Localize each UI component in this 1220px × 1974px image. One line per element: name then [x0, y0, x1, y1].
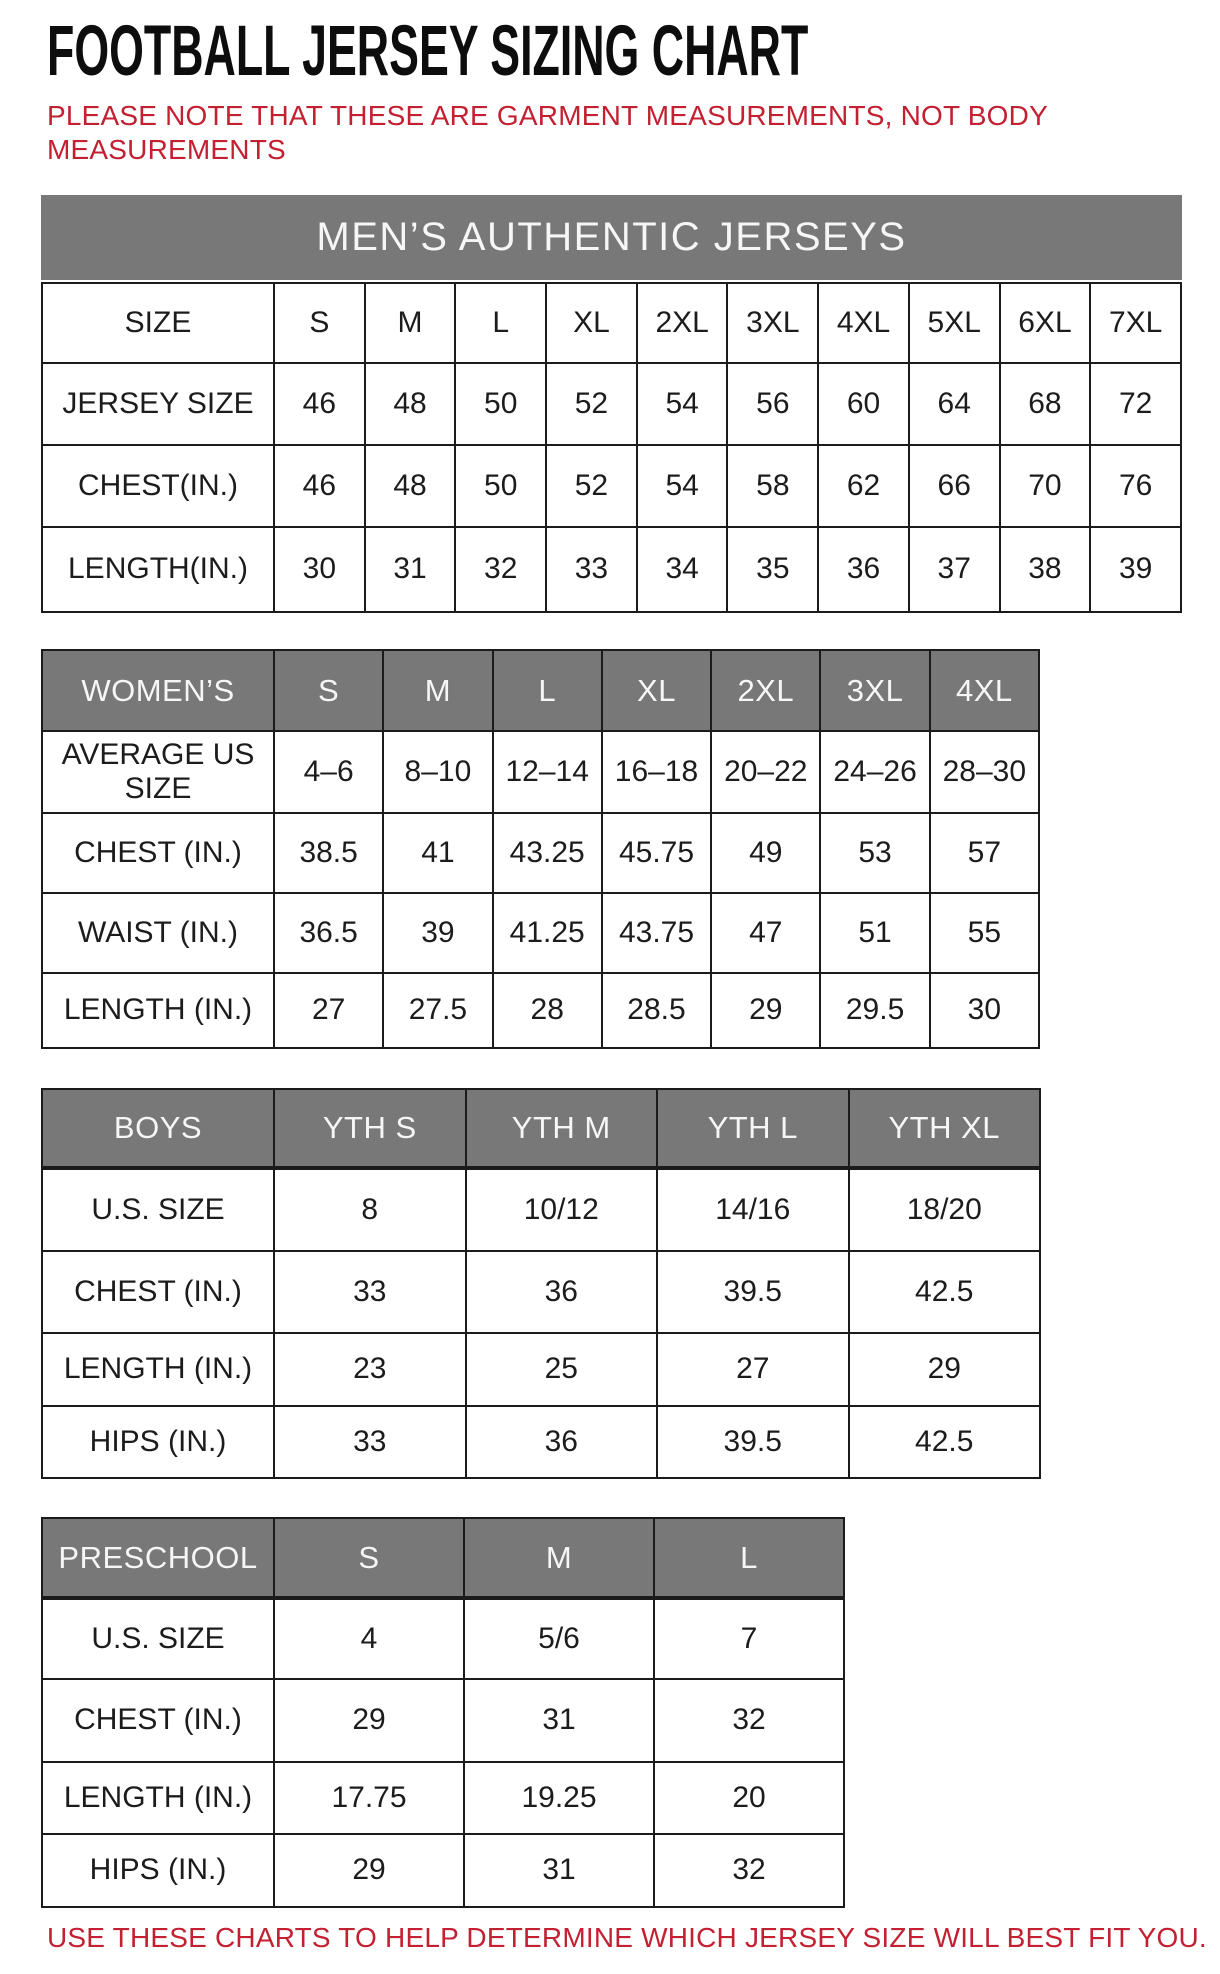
table-value-cell: 41.25 [494, 894, 603, 974]
table-value-cell: 60 [819, 364, 910, 446]
table-value-cell: 4 [275, 1600, 465, 1680]
table-row-label: LENGTH (IN.) [43, 974, 275, 1049]
table-value-cell: 28 [494, 974, 603, 1049]
table-value-cell: 53 [821, 814, 930, 894]
table-value-cell: 5/6 [465, 1600, 655, 1680]
table-value-cell: 28.5 [603, 974, 712, 1049]
table-row-label: HIPS (IN.) [43, 1407, 275, 1479]
boys-jerseys-table [41, 1088, 1041, 1479]
table-value-cell: 30 [275, 528, 366, 613]
table-value-cell: 34 [638, 528, 729, 613]
table-value-cell: 18/20 [850, 1170, 1042, 1252]
table-header-cell: L [494, 651, 603, 732]
table-value-cell: 43.25 [494, 814, 603, 894]
table-value-cell: 36.5 [275, 894, 384, 974]
table-value-cell: 49 [712, 814, 821, 894]
table-value-cell: 66 [910, 446, 1001, 528]
table-value-cell: 57 [931, 814, 1040, 894]
table-value-cell: 39 [384, 894, 493, 974]
table-value-cell: M [366, 284, 457, 364]
table-value-cell: 4–6 [275, 732, 384, 814]
table-value-cell: 76 [1091, 446, 1182, 528]
table-value-cell: 5XL [910, 284, 1001, 364]
table-value-cell: 52 [547, 446, 638, 528]
table-value-cell: 30 [931, 974, 1040, 1049]
table-value-cell: 17.75 [275, 1763, 465, 1835]
table-value-cell: 46 [275, 364, 366, 446]
table-header-cell: M [384, 651, 493, 732]
table-value-cell: 36 [467, 1407, 659, 1479]
table-row-label: JERSEY SIZE [43, 364, 275, 446]
table-value-cell: 45.75 [603, 814, 712, 894]
table-value-cell: 14/16 [658, 1170, 850, 1252]
table-value-cell: 48 [366, 364, 457, 446]
table-value-cell: 33 [275, 1252, 467, 1334]
footer-note: USE THESE CHARTS TO HELP DETERMINE WHICH JERSEY SIZE WILL BEST FIT YOU. [47, 1922, 1207, 1953]
table-value-cell: 6XL [1001, 284, 1092, 364]
table-value-cell: 32 [655, 1835, 845, 1908]
table-value-cell: 10/12 [467, 1170, 659, 1252]
table-value-cell: 2XL [638, 284, 729, 364]
table-value-cell: 39.5 [658, 1252, 850, 1334]
table-row-label: CHEST(IN.) [43, 446, 275, 528]
table-value-cell: 46 [275, 446, 366, 528]
table-row-label: SIZE [43, 284, 275, 364]
table-header-cell: YTH XL [850, 1090, 1042, 1170]
table-value-cell: 70 [1001, 446, 1092, 528]
table-header-cell: WOMEN’S [43, 651, 275, 732]
table-value-cell: 62 [819, 446, 910, 528]
table-value-cell: 16–18 [603, 732, 712, 814]
table-header-cell: BOYS [43, 1090, 275, 1170]
table-header-cell: M [465, 1519, 655, 1600]
table-header-cell: YTH L [658, 1090, 850, 1170]
table-value-cell: 54 [638, 364, 729, 446]
table-header-cell: PRESCHOOL [43, 1519, 275, 1600]
table-value-cell: 25 [467, 1334, 659, 1407]
table-value-cell: 27 [658, 1334, 850, 1407]
table-value-cell: 37 [910, 528, 1001, 613]
table-value-cell: 50 [456, 364, 547, 446]
table-value-cell: 42.5 [850, 1252, 1042, 1334]
table-value-cell: 20–22 [712, 732, 821, 814]
table-value-cell: 29 [850, 1334, 1042, 1407]
note-line-1: PLEASE NOTE THAT THESE ARE GARMENT MEASUREMENTS, NOT BODY [47, 100, 1048, 131]
womens-jerseys-table [41, 649, 1040, 1049]
table-value-cell: 56 [728, 364, 819, 446]
table-value-cell: 38 [1001, 528, 1092, 613]
table-value-cell: 41 [384, 814, 493, 894]
table-value-cell: 24–26 [821, 732, 930, 814]
table-value-cell: 33 [275, 1407, 467, 1479]
table-value-cell: 28–30 [931, 732, 1040, 814]
table-value-cell: 42.5 [850, 1407, 1042, 1479]
table-value-cell: 3XL [728, 284, 819, 364]
table-header-cell: YTH M [467, 1090, 659, 1170]
table-value-cell: 38.5 [275, 814, 384, 894]
table-value-cell: 12–14 [494, 732, 603, 814]
table-value-cell: 27.5 [384, 974, 493, 1049]
table-value-cell: 36 [467, 1252, 659, 1334]
table-value-cell: 51 [821, 894, 930, 974]
table-row-label: AVERAGE US SIZE [43, 732, 275, 814]
table-value-cell: L [456, 284, 547, 364]
table-header-cell: YTH S [275, 1090, 467, 1170]
table-value-cell: 55 [931, 894, 1040, 974]
table-value-cell: 58 [728, 446, 819, 528]
mens-authentic-jerseys-table [41, 282, 1182, 613]
table-row-label: LENGTH (IN.) [43, 1334, 275, 1407]
table-value-cell: 31 [465, 1680, 655, 1763]
table-row-label: LENGTH(IN.) [43, 528, 275, 613]
mens-table-title: MEN’S AUTHENTIC JERSEYS [316, 215, 907, 259]
table-header-cell: S [275, 651, 384, 732]
table-row-label: CHEST (IN.) [43, 1680, 275, 1763]
table-header-cell: 2XL [712, 651, 821, 732]
table-value-cell: 50 [456, 446, 547, 528]
table-value-cell: 29.5 [821, 974, 930, 1049]
table-value-cell: 29 [712, 974, 821, 1049]
table-value-cell: 43.75 [603, 894, 712, 974]
table-value-cell: 54 [638, 446, 729, 528]
table-value-cell: 23 [275, 1334, 467, 1407]
table-header-cell: 4XL [931, 651, 1040, 732]
table-header-cell: S [275, 1519, 465, 1600]
table-value-cell: 4XL [819, 284, 910, 364]
table-value-cell: 27 [275, 974, 384, 1049]
table-value-cell: 29 [275, 1835, 465, 1908]
preschool-jerseys-table [41, 1517, 845, 1908]
table-value-cell: 31 [366, 528, 457, 613]
table-value-cell: 8 [275, 1170, 467, 1252]
note-line-2: MEASUREMENTS [47, 134, 286, 165]
table-value-cell: 7XL [1091, 284, 1182, 364]
table-value-cell: 29 [275, 1680, 465, 1763]
table-row-label: U.S. SIZE [43, 1600, 275, 1680]
table-value-cell: 32 [456, 528, 547, 613]
mens-table-title-banner [41, 195, 1182, 280]
table-value-cell: 19.25 [465, 1763, 655, 1835]
table-value-cell: 48 [366, 446, 457, 528]
table-value-cell: S [275, 284, 366, 364]
table-value-cell: 64 [910, 364, 1001, 446]
table-row-label: LENGTH (IN.) [43, 1763, 275, 1835]
table-value-cell: 20 [655, 1763, 845, 1835]
table-value-cell: 39 [1091, 528, 1182, 613]
table-value-cell: 36 [819, 528, 910, 613]
table-row-label: CHEST (IN.) [43, 814, 275, 894]
table-row-label: CHEST (IN.) [43, 1252, 275, 1334]
table-value-cell: 52 [547, 364, 638, 446]
table-row-label: U.S. SIZE [43, 1170, 275, 1252]
table-header-cell: 3XL [821, 651, 930, 732]
table-value-cell: 8–10 [384, 732, 493, 814]
page-title: FOOTBALL JERSEY SIZING CHART [47, 12, 809, 91]
table-header-cell: XL [603, 651, 712, 732]
table-header-cell: L [655, 1519, 845, 1600]
table-value-cell: XL [547, 284, 638, 364]
table-value-cell: 32 [655, 1680, 845, 1763]
table-value-cell: 7 [655, 1600, 845, 1680]
table-value-cell: 35 [728, 528, 819, 613]
table-value-cell: 47 [712, 894, 821, 974]
garment-measurements-note [47, 99, 1048, 167]
table-value-cell: 33 [547, 528, 638, 613]
table-value-cell: 72 [1091, 364, 1182, 446]
table-row-label: WAIST (IN.) [43, 894, 275, 974]
table-value-cell: 31 [465, 1835, 655, 1908]
table-value-cell: 68 [1001, 364, 1092, 446]
table-row-label: HIPS (IN.) [43, 1835, 275, 1908]
table-value-cell: 39.5 [658, 1407, 850, 1479]
